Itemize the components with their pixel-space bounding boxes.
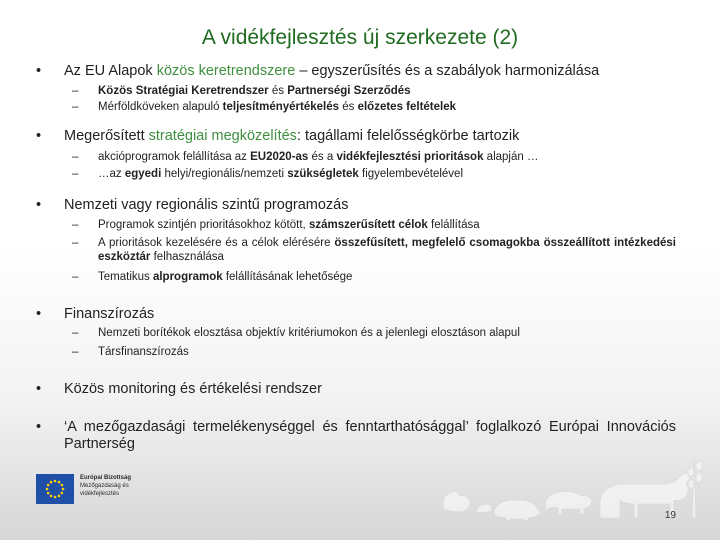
bullet-marker: • [36,306,42,322]
page-number: 19 [664,510,676,521]
bullet-text: Finanszírozás [64,306,155,322]
logo-text: Európai Bizottság Mezőgazdaság és vidékfejlesztés [80,475,132,497]
bullet-marker: • [36,419,42,435]
eu-flag-icon [36,474,74,504]
highlight-text: stratégiai megközelítés [148,128,297,144]
bullet-text: Az EU Alapok közös keretrendszere – egyszerűsítés és a szabályok harmonizálása [64,63,600,79]
bullet-marker: • [36,381,42,397]
bullet-marker: • [36,197,42,213]
farm-animals-illustration [436,440,706,520]
highlight-text: közös keretrendszere [156,63,296,79]
bullet-text: Közös monitoring és értékelési rendszer [64,381,322,397]
bullet-marker: • [36,63,42,79]
slide-title: A vidékfejlesztés új szerkezete (2) [201,26,519,49]
bullet-marker: • [36,128,42,144]
bullet-text: Megerősített stratégiai megközelítés: tagállami felelősségkörbe tartozik [64,128,520,144]
bullet-text: Nemzeti vagy regionális szintű programozás [64,197,349,213]
bullet-text: ‘A mezőgazdasági termelékenységgel és fenntarthatósággal’ foglalkozó Európai Innovációs Partnerség [64,419,676,452]
slide: A vidékfejlesztés új szerkezete (2) • Az EU Alapok közös keretrendszere – egyszerűsítés és a szabályok harmonizálása – Közös Stratégiai Keretrendszer és Partnerségi Szerződés – Mérföldköveken alapuló teljesítményértékelés és előzetes feltételek • Megerősített stratégiai megközelítés: tagállami felelősségkörbe tartozik – akcióprogramok felállítása az EU2020-as és a vidékfejlesztési prioritások alapján … – …az egyedi helyi/regionális/nemzeti szükségletek figyelembevételével • Nemzeti vagy regionális szintű programozás – Programok szintjén prioritásokhoz kötött, számszerűsített célok felállítása – A prioritások kezelésére és a célok elérésére összefűsített, megfelelő csomagokba összeállított intézkedési eszköztár felhasználása – Tematikus alprogramok felállításának lehetősége • Finanszírozás – Nemzeti borítékok elosztása objektív kritériumokon és a jelenlegi elosztáson alapul – Társfinanszírozás • Közös monitoring és értékelési rendszer • ‘A mezőgazdasági termelékenységgel és fenntarthatósággal’ foglalkozó Európai Innovációs Partnerség Európai Bizottság Mezőgazdaság és vidékfejlesztés 19 [0,0,720,540]
eu-commission-logo [36,472,146,506]
